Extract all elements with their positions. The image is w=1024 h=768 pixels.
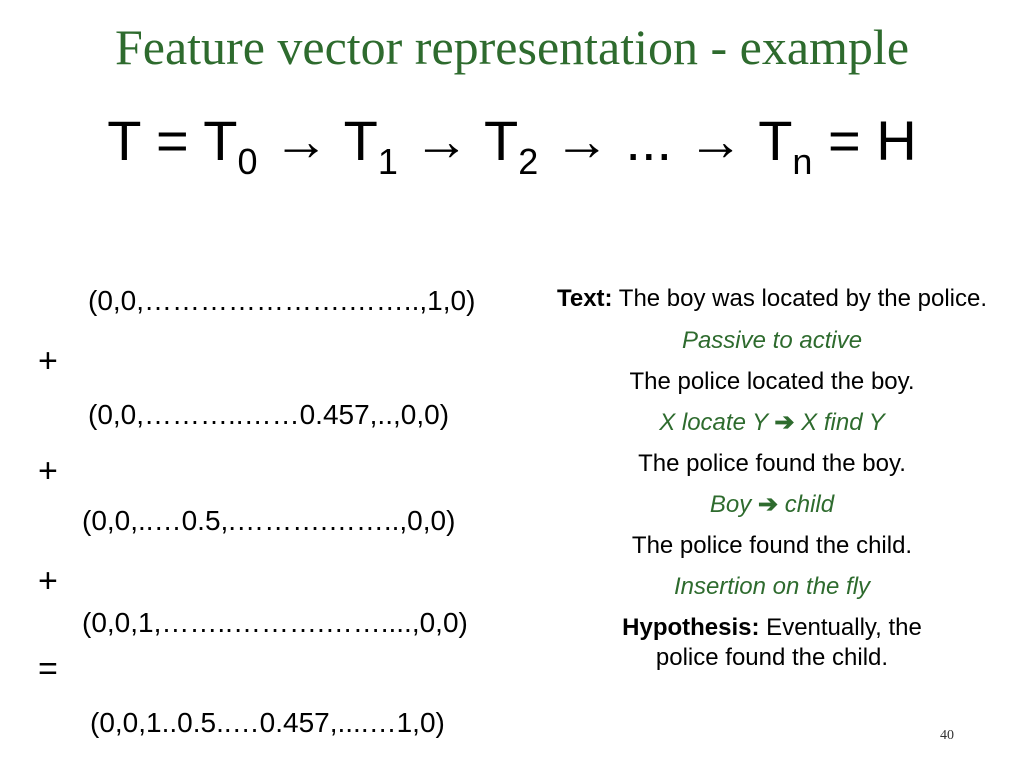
- eq-equals-2: =: [828, 109, 861, 172]
- eq-equals-1: =: [156, 109, 189, 172]
- eq-tn-sub: n: [792, 141, 813, 182]
- text-value: The boy was located by the police.: [612, 285, 987, 312]
- eq-t2-sub: 2: [518, 141, 539, 182]
- eq-arrow-3: →: [553, 109, 610, 172]
- page-number: 40: [940, 728, 954, 743]
- eq-t0-sub: 0: [237, 141, 258, 182]
- right-arrow-icon: ➔: [774, 409, 795, 436]
- transformation-equation: [0, 106, 1024, 182]
- note-locate-find: [556, 408, 988, 438]
- eq-arrow-4: →: [687, 109, 744, 172]
- right-arrow-icon: ➔: [757, 491, 779, 518]
- note-locate-left: X locate Y: [659, 409, 775, 436]
- sentence-3: The police found the child.: [631, 532, 913, 559]
- eq-h: H: [876, 109, 917, 172]
- eq-arrow-1: →: [273, 109, 330, 172]
- hypothesis-label: Hypothesis:: [622, 614, 760, 641]
- vector-step-2: (0,0,..…0.5,.……….……..,0,0): [82, 505, 456, 536]
- note-insertion: Insertion on the fly: [673, 573, 871, 600]
- note-boy-child: [556, 490, 988, 520]
- eq-t0-base: T: [203, 109, 238, 172]
- eq-t1-sub: 1: [377, 141, 398, 182]
- eq-tn-base: T: [758, 109, 793, 172]
- operator-equals: =: [38, 650, 58, 688]
- eq-t1-base: T: [343, 109, 378, 172]
- vector-step-1: (0,0,………..……0.457,..,0,0): [88, 399, 450, 430]
- hypothesis-sentence: [556, 613, 988, 673]
- eq-t: T: [107, 109, 141, 172]
- operator-plus-1: +: [38, 342, 58, 380]
- note-boy-right: child: [778, 491, 835, 518]
- hypothesis-value: Eventually, the police found the child.: [655, 614, 922, 671]
- vector-step-3: (0,0,1,……..……….……....,0,0): [82, 607, 468, 638]
- note-boy-left: Boy: [709, 491, 758, 518]
- slide-title: Feature vector representation - example: [114, 19, 910, 75]
- operator-plus-3: +: [38, 562, 58, 600]
- operator-plus-2: +: [38, 452, 58, 490]
- eq-ellipsis: ...: [625, 109, 673, 172]
- eq-t1: [343, 109, 398, 182]
- eq-tn: [758, 109, 813, 182]
- eq-t2: [484, 109, 539, 182]
- text-sentence: [556, 284, 988, 314]
- text-label: Text:: [556, 285, 613, 312]
- eq-arrow-2: →: [413, 109, 470, 172]
- vector-result: (0,0,1..0.5..…0.457,....…1,0): [90, 707, 445, 738]
- sentence-1: The police located the boy.: [629, 368, 915, 395]
- eq-t0: [203, 109, 258, 182]
- note-passive-to-active: Passive to active: [681, 327, 863, 354]
- derivation-column: [556, 284, 988, 673]
- note-locate-right: X find Y: [794, 409, 885, 436]
- sentence-2: The police found the boy.: [638, 450, 906, 477]
- eq-t2-base: T: [484, 109, 519, 172]
- vector-text: (0,0,………………….……..,1,0): [88, 285, 476, 316]
